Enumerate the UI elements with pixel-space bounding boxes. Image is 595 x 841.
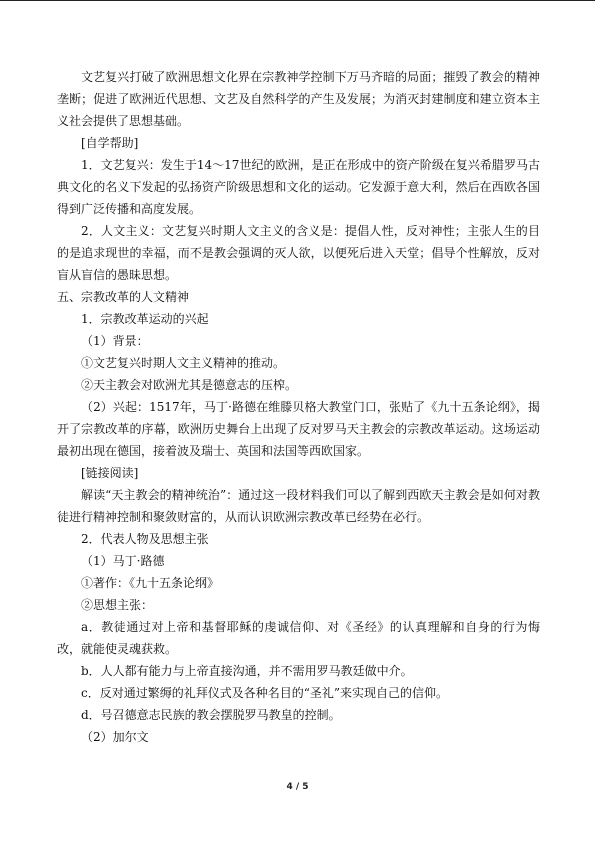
paragraph: a．教徒通过对上帝和基督耶稣的虔诚信仰、对《圣经》的认真理解和自身的行为悔改，就能使灵魂获救。 <box>57 620 540 656</box>
page-number: 4 / 5 <box>286 782 309 792</box>
paragraph: （2）加尔文 <box>81 730 149 744</box>
paragraph: b．人人都有能力与上帝直接沟通，并不需用罗马教廷做中介。 <box>81 664 413 678</box>
document-body <box>57 66 540 748</box>
paragraph: [链接阅读] <box>81 466 139 480</box>
paragraph: ②思想主张： <box>81 598 154 612</box>
paragraph: 五、宗教改革的人文精神 <box>57 290 190 304</box>
paragraph: ①著作：《九十五条论纲》 <box>81 576 220 590</box>
paragraph: ①文艺复兴时期人文主义精神的推动。 <box>81 356 286 370</box>
header-rule <box>0 0 595 1</box>
paragraph: [自学帮助] <box>81 136 139 150</box>
paragraph: （2）兴起：1517年，马丁·路德在维滕贝格大教堂门口，张贴了《九十五条论纲》，揭开了宗教改革的序幕，欧洲历史舞台上出现了反对罗马天主教会的宗教改革运动。这场运动最初出现在德国，接着波及瑞士、英国和法国等西欧国家。 <box>57 400 540 458</box>
paragraph: 1．宗教改革运动的兴起 <box>81 312 209 326</box>
paragraph: 2．人文主义：文艺复兴时期人文主义的含义是：提倡人性，反对神性；主张人生的目的是追求现世的幸福，而不是教会强调的灭人欲，以便死后进入天堂；倡导个性解放，反对盲从盲信的愚昧思想。 <box>57 224 540 282</box>
paragraph: 2．代表人物及思想主张 <box>81 532 209 546</box>
paragraph: （1）背景： <box>81 334 149 348</box>
paragraph: ②天主教会对欧洲尤其是德意志的压榨。 <box>81 378 298 392</box>
paragraph: 解读“天主教会的精神统治”：通过这一段材料我们可以了解到西欧天主教会是如何对教徒进行精神控制和聚敛财富的，从而认识欧洲宗教改革已经势在必行。 <box>57 488 540 524</box>
paragraph: d．号召德意志民族的教会摆脱罗马教皇的控制。 <box>81 708 341 722</box>
paragraph: （1）马丁·路德 <box>81 554 165 568</box>
paragraph: c．反对通过繁缛的礼拜仪式及各种名目的“圣礼”来实现自己的信仰。 <box>81 686 448 700</box>
paragraph: 1．文艺复兴：发生于14～17世纪的欧洲，是正在形成中的资产阶级在复兴希腊罗马古典文化的名义下发起的弘扬资产阶级思想和文化的运动。它发源于意大利，然后在西欧各国得到广泛传播和高度发展。 <box>57 158 540 216</box>
paragraph: 文艺复兴打破了欧洲思想文化界在宗教神学控制下万马齐暗的局面；摧毁了教会的精神垄断；促进了欧洲近代思想、文艺及自然科学的产生及发展；为消灭封建制度和建立资本主义社会提供了思想基础。 <box>57 70 540 128</box>
